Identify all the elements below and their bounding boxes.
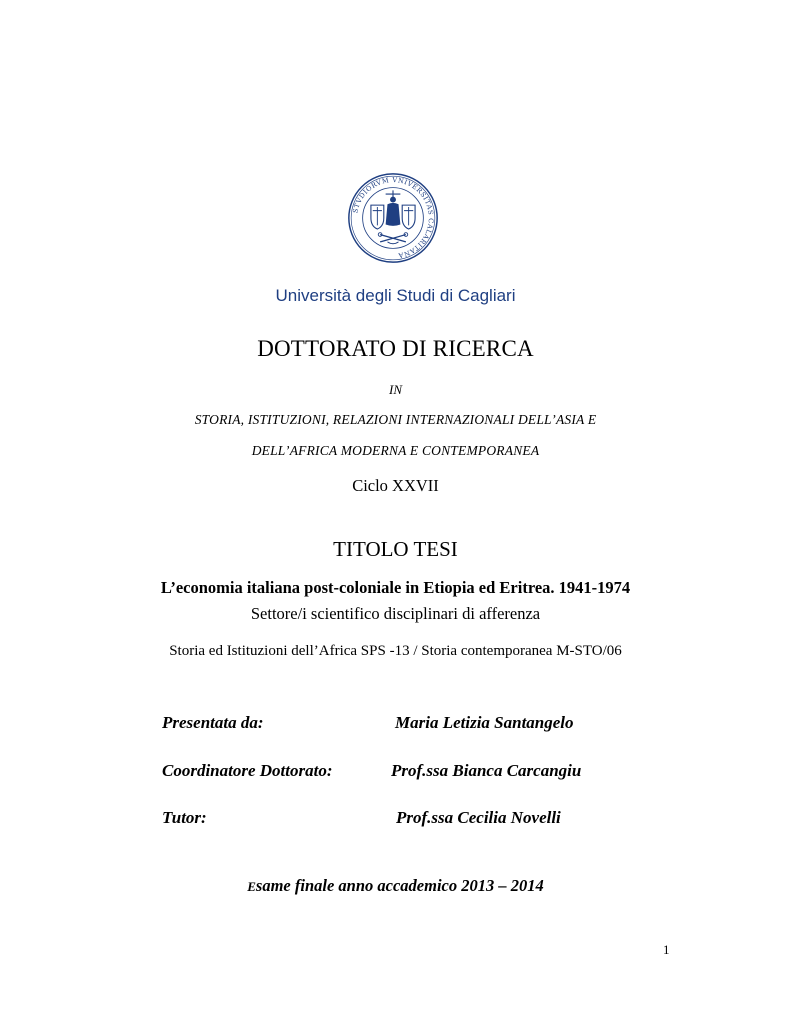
university-name: Università degli Studi di Cagliari [275, 286, 516, 305]
sector-label: Settore/i scientifico disciplinari di afferenza [250, 604, 541, 623]
sector-values: Storia ed Istituzioni dell’Africa SPS -13 / Storia contemporanea M-STO/06 [169, 643, 622, 659]
thesis-heading: TITOLO TESI [333, 537, 458, 561]
page-number: 1 [663, 942, 670, 957]
program-name-line-1: STORIA, ISTITUZIONI, RELAZIONI INTERNAZIONALI DELL’ASIA E [194, 412, 597, 427]
doctorate-in-label: IN [389, 382, 402, 397]
final-exam-text: same finale anno accademico 2013 – 2014 [255, 876, 544, 895]
presented-by-value: Maria Letizia Santangelo [395, 713, 574, 732]
final-exam-first-letter: E [247, 879, 256, 894]
university-seal-icon [347, 172, 439, 264]
tutor-value: Prof.ssa Cecilia Novelli [396, 808, 561, 827]
coordinator-value: Prof.ssa Bianca Carcangiu [391, 761, 582, 780]
program-name-line-2: DELL’AFRICA MODERNA E CONTEMPORANEA [251, 443, 540, 458]
coordinator-label: Coordinatore Dottorato: [162, 761, 333, 780]
thesis-title: L’economia italiana post-coloniale in Etiopia ed Eritrea. 1941-1974 [160, 578, 631, 597]
presented-by-label: Presentata da: [162, 713, 264, 732]
seal-inscription: STVDIORVM VNIVERSITAS CALARITANA [351, 176, 435, 260]
tutor-label: Tutor: [162, 808, 207, 827]
doctorate-heading: DOTTORATO DI RICERCA [257, 336, 534, 361]
final-exam-line [0, 876, 791, 896]
doctorate-cycle: Ciclo XXVII [352, 476, 439, 495]
